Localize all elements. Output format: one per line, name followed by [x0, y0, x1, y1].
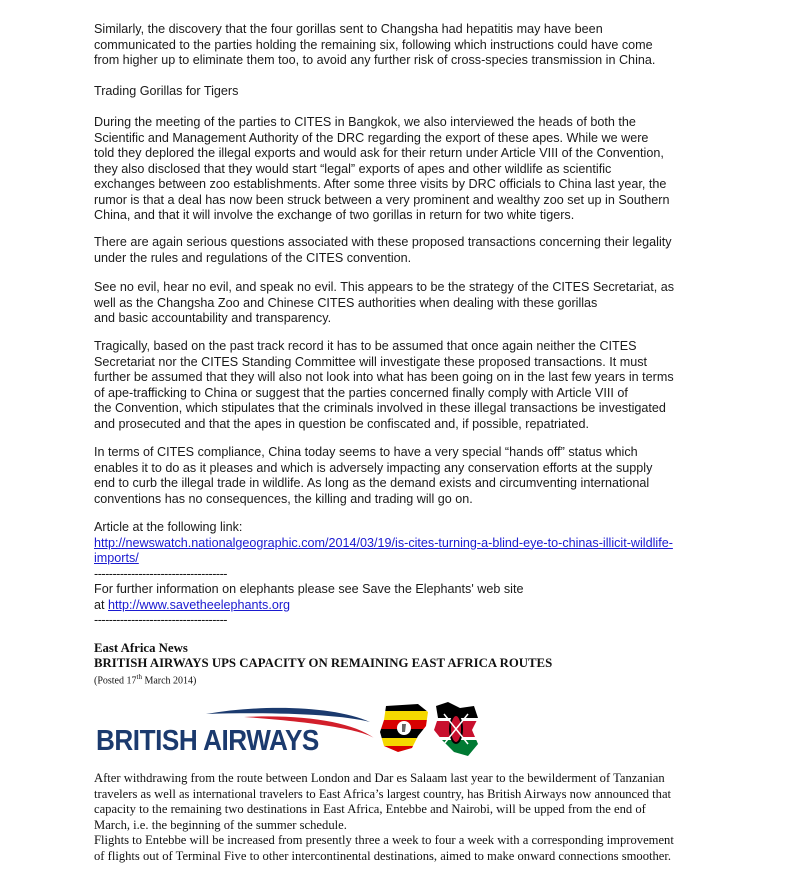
text-line: from higher up to eliminate them too, to avoid any further risk of cross-species transmission in China.	[94, 53, 656, 67]
paragraph-track-record	[94, 339, 706, 432]
text-line: and prosecuted and that the apes in question be confiscated and, if possible, repatriated.	[94, 416, 589, 431]
dashed-divider: ------------------------------------	[94, 613, 227, 627]
text-line: the Convention, which stipulates that the criminals involved in these illegal transactions be investigated	[94, 401, 666, 415]
paragraph-legality	[94, 235, 706, 266]
posted-suffix: March 2014)	[141, 675, 197, 687]
news-headline: BRITISH AIRWAYS UPS CAPACITY ON REMAINING EAST AFRICA ROUTES	[94, 656, 553, 670]
text-line: China, and that it will involve the exchange of two gorillas in return for two white tigers.	[94, 208, 575, 222]
article-link-block	[94, 520, 706, 629]
text-line: There are again serious questions associated with these proposed transactions concerning their legality	[94, 235, 672, 249]
text-line: In terms of CITES compliance, China today seems to have a very special “hands off” status which	[94, 445, 638, 459]
paragraph-bangkok-meeting	[94, 115, 706, 224]
text-line: After withdrawing from the route between London and Dar es Salaam last year to the bewilderment of Tanzanian	[94, 771, 665, 785]
dashed-divider: ------------------------------------	[94, 566, 227, 581]
text-line: told they deplored the illegal exports and would ask for their return under Article VIII of the Convention,	[94, 146, 664, 160]
article-link-label: Article at the following link:	[94, 520, 243, 534]
british-airways-logo	[94, 700, 394, 762]
ste-info-text: For further information on elephants please see Save the Elephants' web site	[94, 582, 524, 596]
kenya-flag-map-icon	[430, 700, 482, 758]
kenya-map-flag	[430, 700, 482, 758]
posted-sup: th	[136, 673, 142, 681]
text-line: travelers as well as international travelers to East Africa’s largest country, has British Airways now announced that	[94, 786, 672, 801]
text-line: March, i.e. the beginning of the summer schedule.	[94, 817, 347, 832]
text-line: Scientific and Management Authority of the DRC regarding the export of these apes. While we were	[94, 130, 649, 145]
paragraph-see-no-evil	[94, 280, 706, 327]
text-line: of ape-trafficking to China or suggest that the parties concerned finally comply with Article VIII of	[94, 385, 628, 400]
text-line: exchanges between zoo establishments. After some three visits by DRC officials to China last year, the	[94, 177, 667, 191]
ste-prefix: at	[94, 597, 109, 612]
text-line: further be assumed that they will also not look into what has been going on in the last few years in terms	[94, 370, 674, 384]
text-line: and basic accountability and transparency.	[94, 311, 332, 325]
text-line: end to curb the illegal trade in wildlife. As long as the demand exists and circumventing international	[94, 476, 650, 490]
paragraph-hepatitis	[94, 22, 706, 69]
ba-logo-text: BRITISH AIRWAYS	[96, 725, 319, 757]
paragraph-cites-compliance	[94, 445, 706, 507]
text-line: well as the Changsha Zoo and Chinese CITES authorities when dealing with these gorillas	[94, 295, 598, 310]
uganda-flag-map-icon	[378, 702, 432, 754]
article-url-link-line1[interactable]: http://newswatch.nationalgeographic.com/2014/03/19/is-cites-turning-a-blind-eye-to-chinas-illicit-wildlife-	[94, 535, 673, 550]
text-line: Tragically, based on the past track record it has to be assumed that once again neither the CITES	[94, 339, 637, 353]
text-line: capacity to the remaining two destinations in East Africa, Entebbe and Nairobi, will be upped from the end of	[94, 802, 646, 817]
text-line: rumor is that a deal has now been struck between a very prominent and wealthy zoo set up in Southern	[94, 192, 670, 207]
news-body	[94, 771, 714, 865]
text-line: under the rules and regulations of the CITES convention.	[94, 250, 412, 265]
text-line: Flights to Entebbe will be increased from presently three a week to four a week with a corresponding improvement	[94, 833, 674, 848]
text-line: enables it to do as it pleases and which is adversely impacting any conservation efforts at the supply	[94, 460, 653, 475]
text-line: During the meeting of the parties to CITES in Bangkok, we also interviewed the heads of both the	[94, 115, 636, 129]
subheading-trading-gorillas	[94, 84, 706, 100]
text-line: Secretariat nor the CITES Standing Committee will investigate these proposed transactions. It must	[94, 354, 647, 369]
text-line: they also disclosed that they would start “legal” exports of apes and other wildlife as scientific	[94, 161, 612, 176]
posted-prefix: (Posted 17	[94, 675, 137, 687]
text-line: of flights out of Terminal Five to other intercontinental destinations, aimed to make onward connections smoother.	[94, 848, 672, 863]
text-line: conventions has no consequences, the killing and trading will go on.	[94, 491, 473, 506]
news-section-title: East Africa News	[94, 641, 188, 655]
article-url-link-line2[interactable]: imports/	[94, 551, 139, 565]
text-line: Similarly, the discovery that the four gorillas sent to Changsha had hepatitis may have been	[94, 22, 603, 36]
subheading-text: Trading Gorillas for Tigers	[94, 84, 239, 98]
posted-date	[94, 671, 706, 687]
ste-website-link[interactable]: http://www.savetheelephants.org	[108, 597, 291, 612]
uganda-map-flag	[378, 702, 432, 754]
text-line: See no evil, hear no evil, and speak no evil. This appears to be the strategy of the CITES Secretariat, as	[94, 280, 675, 294]
east-africa-news-header	[94, 641, 706, 687]
text-line: communicated to the parties holding the remaining six, following which instructions could have come	[94, 37, 653, 52]
